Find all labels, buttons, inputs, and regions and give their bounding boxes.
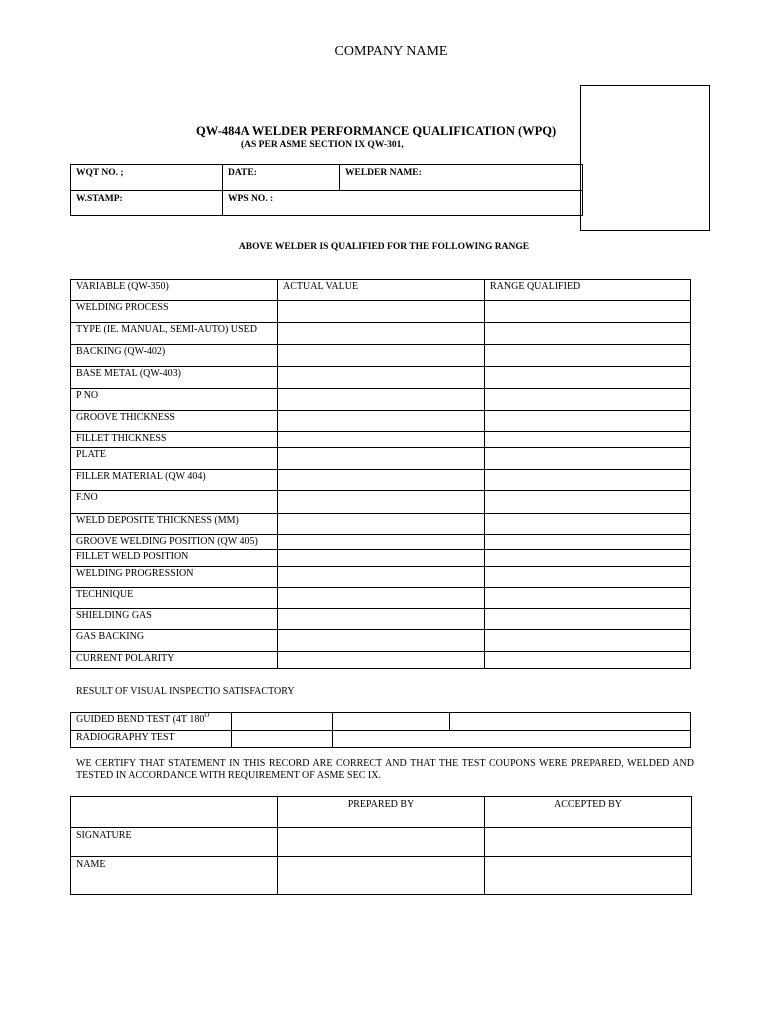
variable-label: BASE METAL (QW-403) bbox=[71, 367, 278, 389]
range-qualified-cell[interactable] bbox=[485, 432, 691, 448]
variable-label: BACKING (QW-402) bbox=[71, 345, 278, 367]
range-qualified-cell[interactable] bbox=[485, 345, 691, 367]
table-row bbox=[71, 389, 691, 411]
guided-bend-cell[interactable] bbox=[450, 713, 691, 731]
radiography-cell[interactable] bbox=[232, 731, 333, 748]
actual-value-cell[interactable] bbox=[278, 630, 485, 652]
form-title: QW-484A WELDER PERFORMANCE QUALIFICATION (WPQ) bbox=[196, 124, 557, 138]
w-stamp-field[interactable]: W.STAMP: bbox=[71, 191, 223, 216]
actual-value-cell[interactable] bbox=[278, 323, 485, 345]
guided-bend-cell[interactable] bbox=[232, 713, 333, 731]
variables-table bbox=[70, 279, 691, 669]
actual-value-cell[interactable] bbox=[278, 567, 485, 588]
actual-value-cell[interactable] bbox=[278, 301, 485, 323]
table-row bbox=[71, 367, 691, 389]
variable-label: FILLET WELD POSITION bbox=[71, 550, 278, 567]
table-header-row bbox=[71, 280, 691, 301]
range-qualified-cell[interactable] bbox=[485, 411, 691, 432]
actual-value-cell[interactable] bbox=[278, 432, 485, 448]
actual-value-cell[interactable] bbox=[278, 345, 485, 367]
range-qualified-cell[interactable] bbox=[485, 588, 691, 609]
prepared-by-signature-cell[interactable] bbox=[278, 828, 485, 857]
range-qualified-cell[interactable] bbox=[485, 567, 691, 588]
name-label: NAME bbox=[71, 857, 278, 895]
form-subtitle: (AS PER ASME SECTION IX QW-301, bbox=[241, 140, 404, 150]
variable-label: GROOVE WELDING POSITION (QW 405) bbox=[71, 535, 278, 550]
range-qualified-cell[interactable] bbox=[485, 491, 691, 514]
header-table bbox=[70, 164, 583, 216]
variable-label: FILLER MATERIAL (QW 404) bbox=[71, 470, 278, 491]
table-row bbox=[71, 713, 691, 731]
variable-label: TECHNIQUE bbox=[71, 588, 278, 609]
guided-bend-label: GUIDED BEND TEST (4T $180^O$ bbox=[71, 713, 232, 731]
actual-value-cell[interactable] bbox=[278, 514, 485, 535]
table-row bbox=[71, 470, 691, 491]
variable-label: FILLET THICKNESS bbox=[71, 432, 278, 448]
table-row bbox=[71, 345, 691, 367]
signoff-table bbox=[70, 796, 692, 895]
certification-statement: WE CERTIFY THAT STATEMENT IN THIS RECORD ARE CORRECT AND THAT THE TEST COUPONS WERE PREPARED, WELDED AND TESTED IN ACCORDANCE WITH REQUIREMENT OF ASME SEC IX. bbox=[76, 758, 694, 781]
table-row bbox=[71, 491, 691, 514]
table-row bbox=[71, 609, 691, 630]
table-row bbox=[71, 514, 691, 535]
table-row bbox=[71, 567, 691, 588]
actual-value-cell[interactable] bbox=[278, 367, 485, 389]
column-header: VARIABLE (QW-350) bbox=[71, 280, 278, 301]
prepared-by-name-cell[interactable] bbox=[278, 857, 485, 895]
accepted-by-signature-cell[interactable] bbox=[485, 828, 692, 857]
wps-no-field[interactable]: WPS NO. : bbox=[223, 191, 583, 216]
range-qualified-cell[interactable] bbox=[485, 609, 691, 630]
range-qualified-cell[interactable] bbox=[485, 301, 691, 323]
range-qualified-cell[interactable] bbox=[485, 389, 691, 411]
table-row bbox=[71, 411, 691, 432]
range-qualified-cell[interactable] bbox=[485, 323, 691, 345]
empty-header-cell bbox=[71, 797, 278, 828]
table-row bbox=[71, 828, 692, 857]
variable-label: WELDING PROCESS bbox=[71, 301, 278, 323]
column-header: RANGE QUALIFIED bbox=[485, 280, 691, 301]
table-row bbox=[71, 857, 692, 895]
variable-label: WELD DEPOSITE THICKNESS (MM) bbox=[71, 514, 278, 535]
variable-label: P NO bbox=[71, 389, 278, 411]
actual-value-cell[interactable] bbox=[278, 389, 485, 411]
table-row bbox=[71, 323, 691, 345]
range-qualified-cell[interactable] bbox=[485, 367, 691, 389]
photo-box bbox=[580, 85, 710, 231]
table-row bbox=[71, 588, 691, 609]
radiography-label: RADIOGRAPHY TEST bbox=[71, 731, 232, 748]
variable-label: F.NO bbox=[71, 491, 278, 514]
actual-value-cell[interactable] bbox=[278, 448, 485, 470]
actual-value-cell[interactable] bbox=[278, 652, 485, 669]
table-row bbox=[71, 535, 691, 550]
qualified-range-heading: ABOVE WELDER IS QUALIFIED FOR THE FOLLOWING RANGE bbox=[238, 242, 530, 252]
visual-inspection-result: RESULT OF VISUAL INSPECTIO SATISFACTORY bbox=[76, 686, 295, 697]
company-name: COMPANY NAME bbox=[334, 44, 448, 59]
wqt-no-field[interactable]: WQT NO. ; bbox=[71, 165, 223, 191]
actual-value-cell[interactable] bbox=[278, 588, 485, 609]
actual-value-cell[interactable] bbox=[278, 470, 485, 491]
table-row bbox=[71, 630, 691, 652]
variable-label: CURRENT POLARITY bbox=[71, 652, 278, 669]
radiography-result-cell[interactable] bbox=[333, 731, 691, 748]
table-row bbox=[71, 432, 691, 448]
variable-label: SHIELDING GAS bbox=[71, 609, 278, 630]
accepted-by-name-cell[interactable] bbox=[485, 857, 692, 895]
table-row bbox=[71, 448, 691, 470]
date-field[interactable]: DATE: bbox=[223, 165, 340, 191]
guided-bend-cell[interactable] bbox=[333, 713, 450, 731]
tests-table bbox=[70, 712, 691, 748]
range-qualified-cell[interactable] bbox=[485, 535, 691, 550]
actual-value-cell[interactable] bbox=[278, 550, 485, 567]
range-qualified-cell[interactable] bbox=[485, 448, 691, 470]
range-qualified-cell[interactable] bbox=[485, 630, 691, 652]
variable-label: GROOVE THICKNESS bbox=[71, 411, 278, 432]
actual-value-cell[interactable] bbox=[278, 609, 485, 630]
actual-value-cell[interactable] bbox=[278, 411, 485, 432]
table-row bbox=[71, 731, 691, 748]
accepted-by-header: ACCEPTED BY bbox=[485, 797, 692, 828]
actual-value-cell[interactable] bbox=[278, 535, 485, 550]
variable-label: WELDING PROGRESSION bbox=[71, 567, 278, 588]
variable-label: PLATE bbox=[71, 448, 278, 470]
variable-label: GAS BACKING bbox=[71, 630, 278, 652]
welder-name-field[interactable]: WELDER NAME: bbox=[340, 165, 583, 191]
signature-label: SIGNATURE bbox=[71, 828, 278, 857]
table-row bbox=[71, 797, 692, 828]
range-qualified-cell[interactable] bbox=[485, 470, 691, 491]
range-qualified-cell[interactable] bbox=[485, 652, 691, 669]
table-row bbox=[71, 652, 691, 669]
variable-label: TYPE (IE. MANUAL, SEMI-AUTO) USED bbox=[71, 323, 278, 345]
actual-value-cell[interactable] bbox=[278, 491, 485, 514]
range-qualified-cell[interactable] bbox=[485, 514, 691, 535]
range-qualified-cell[interactable] bbox=[485, 550, 691, 567]
table-row bbox=[71, 550, 691, 567]
prepared-by-header: PREPARED BY bbox=[278, 797, 485, 828]
column-header: ACTUAL VALUE bbox=[278, 280, 485, 301]
table-row bbox=[71, 301, 691, 323]
